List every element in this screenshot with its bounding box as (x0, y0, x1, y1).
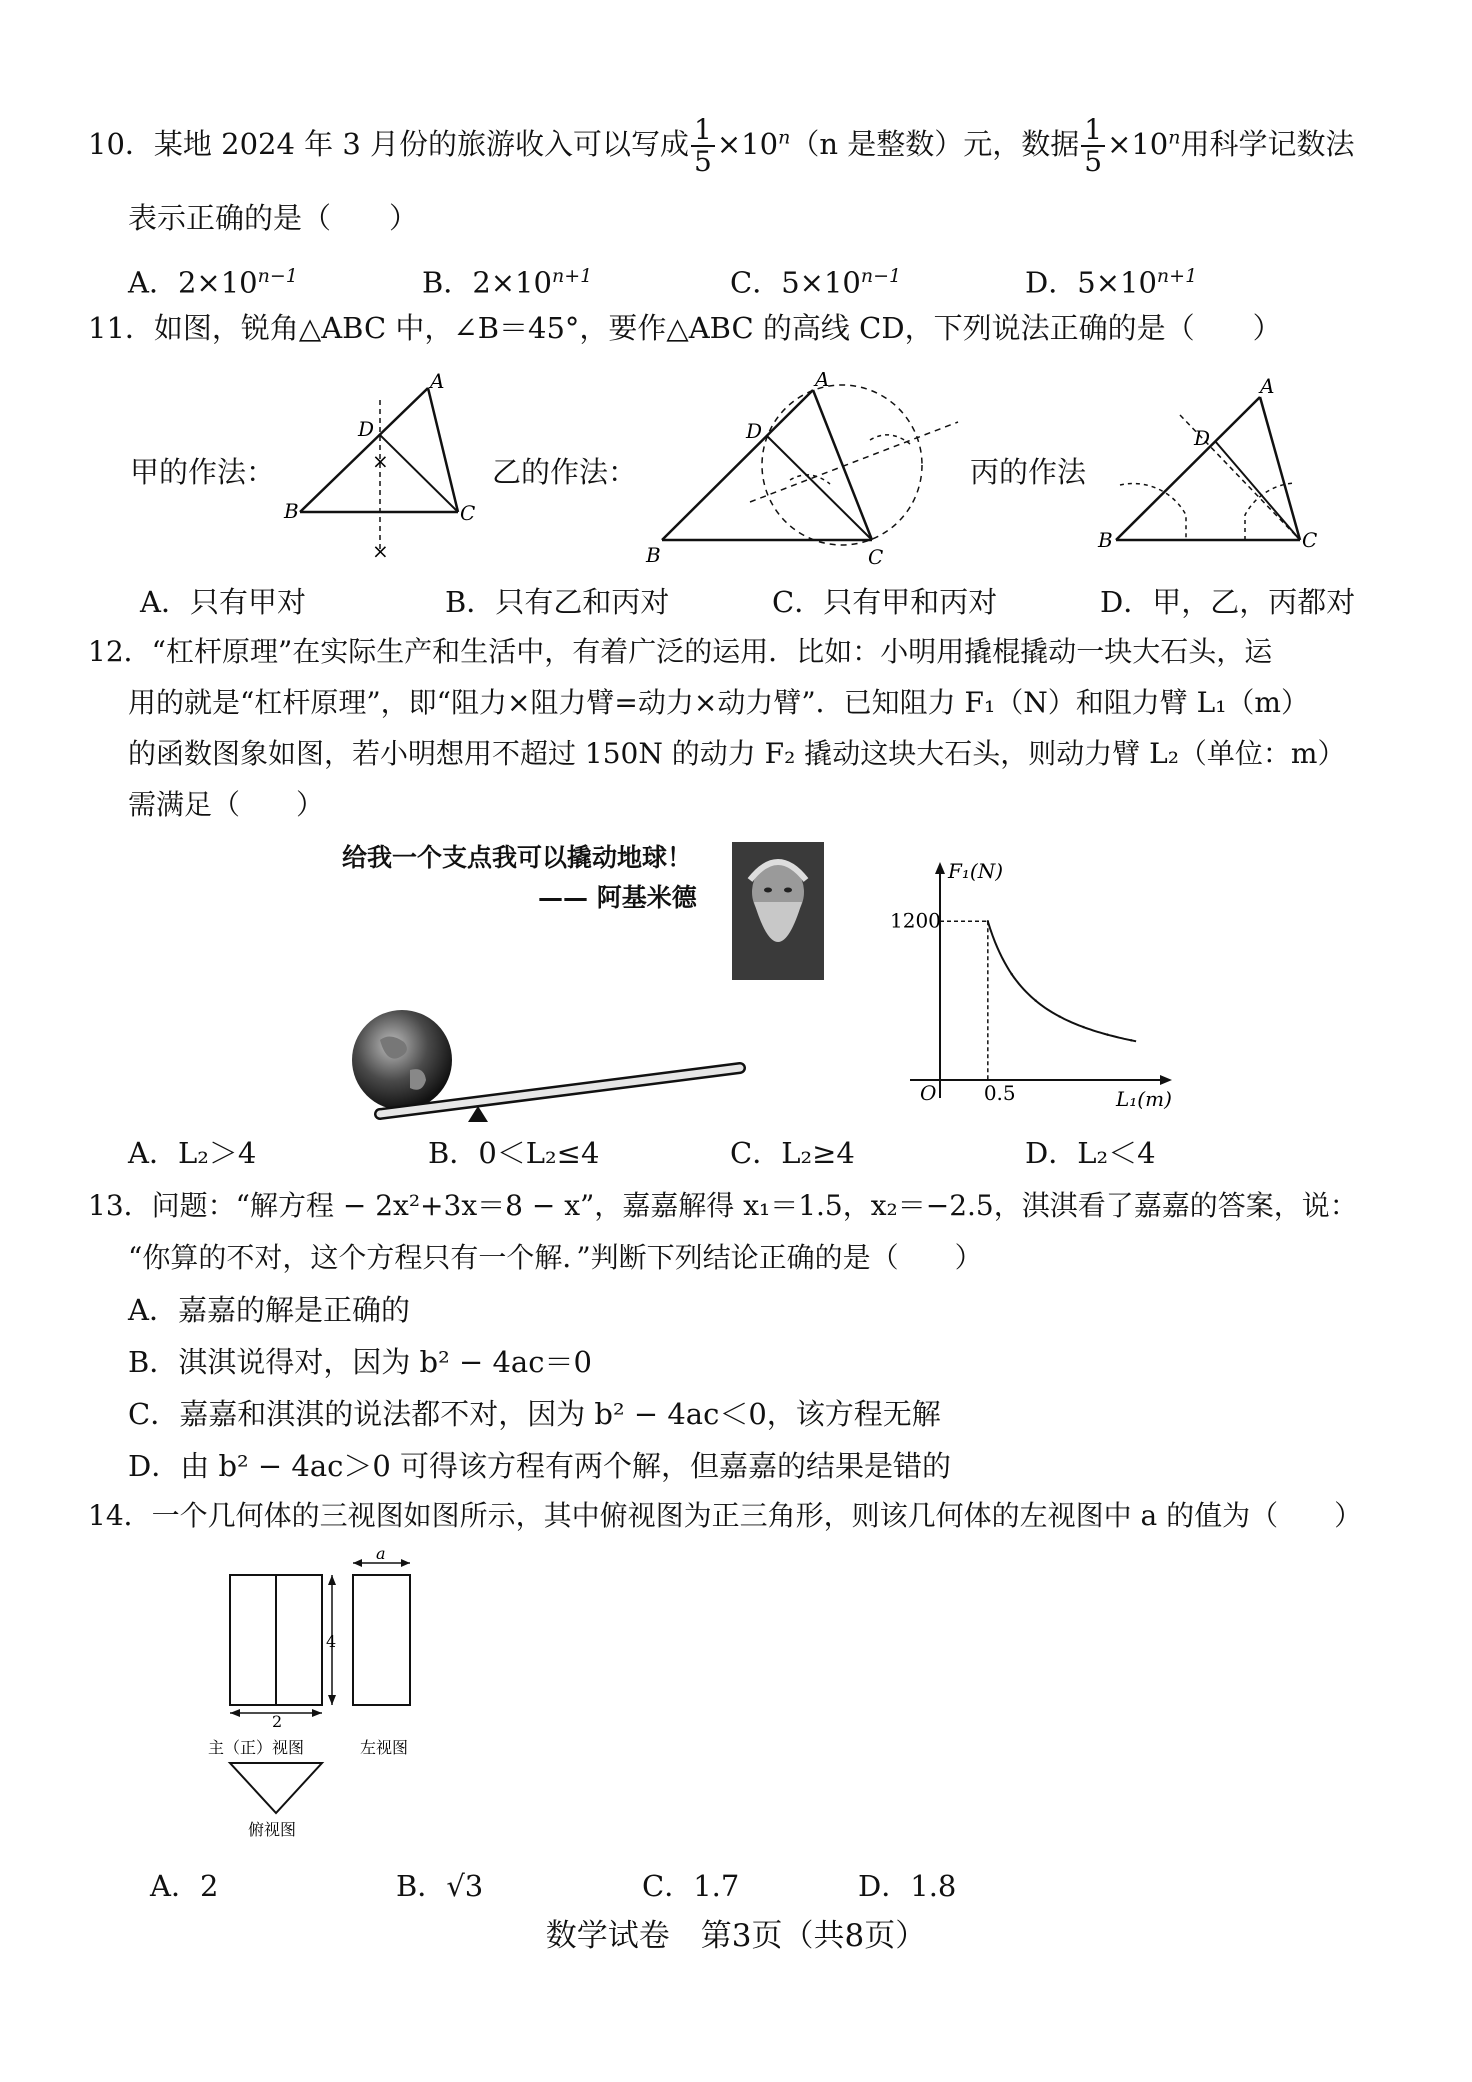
q13-line1: 13．问题：“解方程 − 2x²+3x＝8 − x”，嘉嘉解得 x₁＝1.5，x₂＝−2.5，淇淇看了嘉嘉的答案，说： (88, 1189, 1358, 1222)
q11-yi-label: 乙的作法： (492, 455, 638, 489)
svg-text:D: D (1194, 426, 1211, 450)
q11-option-c: C．只有甲和丙对 (772, 585, 998, 619)
x-axis-label: L₁(m) (1116, 1087, 1172, 1111)
q12-option-a: A．L₂＞4 (128, 1136, 257, 1170)
svg-text:a: a (376, 1545, 386, 1563)
q10-option-d: D．$5\times 10^{n+1}$ (1025, 265, 1198, 300)
archimedes-portrait (732, 842, 824, 980)
q11-jia-label: 甲的作法： (130, 455, 276, 489)
data-point (1034, 999, 1036, 1001)
q12-line4: 需满足（ ） (128, 788, 325, 821)
q14-option-c: C．1.7 (642, 1869, 740, 1903)
q11-figure-jia (280, 370, 480, 570)
q10-stem-line2: 表示正确的是（ ） (128, 201, 419, 235)
q10-fraction-2: $\frac{1}{5}$ (1081, 115, 1105, 177)
q11-option-b: B．只有乙和丙对 (445, 585, 670, 619)
y-axis-arrow (935, 862, 945, 874)
q12-option-b: B．0＜L₂≤4 (428, 1136, 600, 1170)
svg-text:A: A (1260, 375, 1275, 398)
svg-text:C: C (868, 545, 884, 569)
svg-text:B: B (1098, 528, 1113, 552)
svg-text:D: D (358, 417, 375, 441)
q12-option-c: C．L₂≥4 (730, 1136, 855, 1170)
svg-text:D: D (746, 419, 763, 443)
q12-attribution: —— 阿基米德 (538, 883, 697, 912)
q13-option-d: D．由 b² − 4ac＞0 可得该方程有两个解，但嘉嘉的结果是错的 (128, 1449, 952, 1483)
top-view (230, 1763, 322, 1813)
q11-figure-bing (1090, 375, 1340, 565)
q11-stem: 11．如图，锐角△ABC 中，∠B＝45°，要作△ABC 的高线 CD，下列说法正确的是（ ） (88, 311, 1282, 345)
q12-line3: 的函数图象如图，若小明想用不超过 150N 的动力 F₂ 撬动这块大石头，则动力臂 L₂（单位：m） (128, 737, 1346, 770)
q13-option-c: C．嘉嘉和淇淇的说法都不对，因为 b² − 4ac＜0，该方程无解 (128, 1397, 941, 1431)
svg-text:C: C (1302, 528, 1318, 552)
svg-text:×: × (372, 539, 389, 563)
svg-text:A: A (430, 370, 445, 393)
q11-figure-yi (640, 372, 970, 572)
q13-option-b: B．淇淇说得对，因为 b² − 4ac＝0 (128, 1345, 592, 1379)
x-tick-label: 0.5 (983, 1081, 1016, 1105)
svg-text:俯视图: 俯视图 (248, 1820, 297, 1839)
inverse-curve (988, 921, 1136, 1041)
page-footer: 数学试卷 第3页（共8页） (545, 1918, 927, 1954)
q12-option-d: D．L₂＜4 (1025, 1136, 1156, 1170)
svg-text:A: A (815, 372, 830, 391)
y-tick-label: 1200 (890, 908, 941, 933)
x-axis-arrow (1160, 1075, 1172, 1085)
svg-text:左视图: 左视图 (360, 1738, 409, 1757)
q14-option-a: A．2 (150, 1869, 219, 1903)
svg-text:2: 2 (272, 1712, 283, 1731)
q11-bing-label: 丙的作法 (970, 455, 1087, 489)
q11-option-d: D．甲，乙，丙都对 (1100, 585, 1356, 619)
q12-line1: 12．“杠杆原理”在实际生产和生活中，有着广泛的运用．比如：小明用撬棍撬动一块大石头，运 (88, 635, 1273, 668)
svg-text:C: C (460, 501, 476, 525)
data-point (1058, 1015, 1060, 1017)
svg-text:×: × (372, 449, 389, 473)
q10-option-a: A．$2\times 10^{n-1}$ (128, 265, 298, 300)
q14-stem: 14．一个几何体的三视图如图所示，其中俯视图为正三角形，则该几何体的左视图中 a 的值为（ ） (88, 1499, 1363, 1532)
svg-text:主（正）视图: 主（正）视图 (208, 1738, 305, 1757)
lever-earth-illustration (340, 1010, 760, 1140)
earth-globe (352, 1010, 452, 1110)
q14-option-b: B．√3 (396, 1869, 484, 1903)
q12-quote: 给我一个支点我可以撬动地球！ (342, 843, 693, 872)
data-point (1130, 1039, 1132, 1041)
q10-fraction-1: $\frac{1}{5}$ (691, 115, 715, 177)
origin-label: O (920, 1081, 937, 1105)
y-axis-label: F₁(N) (948, 859, 1003, 883)
q13-line2: “你算的不对，这个方程只有一个解．”判断下列结论正确的是（ ） (128, 1241, 983, 1274)
data-point (1011, 973, 1013, 975)
left-view (353, 1575, 410, 1705)
q11-option-a: A．只有甲对 (140, 585, 306, 619)
svg-text:B: B (646, 543, 661, 567)
q12-chart (890, 858, 1190, 1118)
q10-stem-line1: 10．某地 2024 年 3 月份的旅游收入可以写成 $\frac{1}{5}$ $\times 10^n(n$ 是整数）元，数据 $\frac{1}{5}$ $\times 10^n$用科学记数法 (88, 113, 1355, 178)
data-point (1082, 1026, 1084, 1028)
q10-option-b: B．$2\times 10^{n+1}$ (422, 265, 593, 300)
q14-option-d: D．1.8 (858, 1869, 957, 1903)
q14-three-views (200, 1545, 450, 1845)
q10-option-c: C．$5\times 10^{n-1}$ (730, 265, 902, 300)
data-point (1106, 1033, 1108, 1035)
q12-line2: 用的就是“杠杆原理”，即“阻力×阻力臂=动力×动力臂”．已知阻力 F₁（N）和阻力臂 L₁（m） (128, 686, 1309, 719)
svg-text:4: 4 (326, 1632, 337, 1651)
q13-option-a: A．嘉嘉的解是正确的 (128, 1293, 410, 1327)
svg-text:B: B (284, 499, 299, 523)
